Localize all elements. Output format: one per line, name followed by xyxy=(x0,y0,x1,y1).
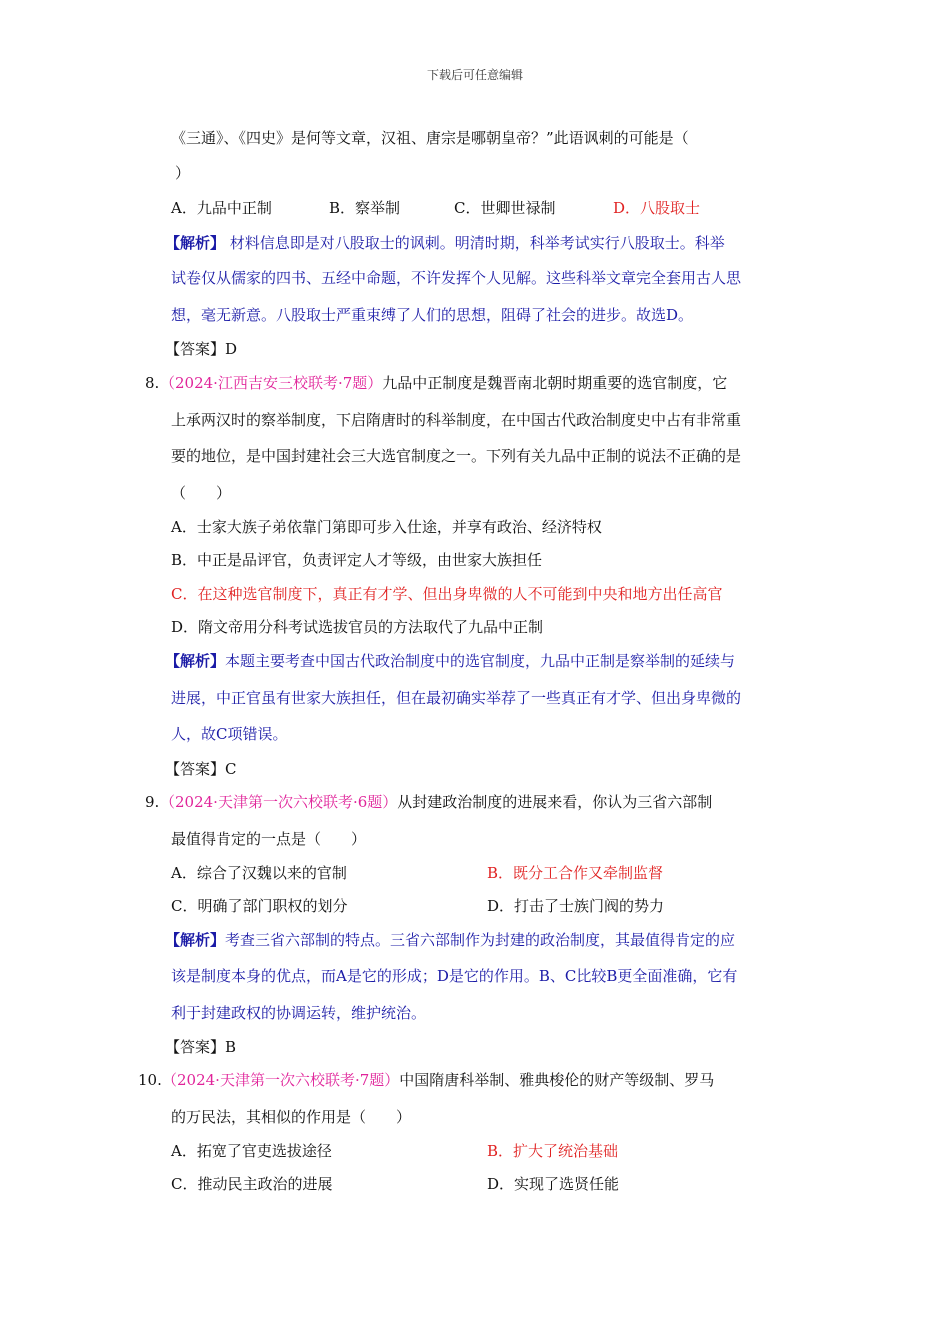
q8-stem-line3: 要的地位，是中国封建社会三大选官制度之一。下列有关九品中正制的说法不正确的是 xyxy=(171,447,742,465)
q8-answer: 【答案】C xyxy=(165,760,237,778)
q8-option-d: D．隋文帝用分科考试选拔官员的方法取代了九品中正制 xyxy=(171,618,544,636)
q8-explanation-tag: 【解析】 xyxy=(165,652,226,670)
q9-number: 9. xyxy=(145,793,160,811)
q7-explanation-line3: 想，毫无新意。八股取士严重束缚了人们的思想，阻碍了社会的进步。故选D。 xyxy=(171,306,694,324)
q7-option-a: A．九品中正制 xyxy=(171,199,272,217)
q8-explanation-line3: 人，故C项错误。 xyxy=(171,725,288,743)
q9-explanation-line3: 利于封建政权的协调运转，维护统治。 xyxy=(171,1004,427,1022)
q9-explanation-tag: 【解析】 xyxy=(165,931,226,949)
q10-option-b-correct: B．扩大了统治基础 xyxy=(487,1142,619,1160)
q8-explanation-line1: 【解析】本题主要考查中国古代政治制度中的选官制度，九品中正制是察举制的延续与 xyxy=(165,652,736,670)
q9-stem-line2: 最值得肯定的一点是（ ） xyxy=(171,830,367,848)
q10-stem-line1: （2024·天津第一次六校联考·7题）中国隋唐科举制、雅典梭伦的财产等级制、罗马 xyxy=(162,1071,715,1089)
q9-option-d: D．打击了士族门阀的势力 xyxy=(487,897,665,915)
q7-stem-line2: ） xyxy=(175,164,191,182)
q7-stem-line1: 《三通》、《四史》是何等文章，汉祖、唐宗是哪朝皇帝？”此语讽刺的可能是（ xyxy=(171,129,689,147)
q9-option-a: A．综合了汉魏以来的官制 xyxy=(171,864,347,882)
q7-explanation-line2: 试卷仅从儒家的四书、五经中命题，不许发挥个人见解。这些科举文章完全套用古人思 xyxy=(171,269,742,287)
q9-stem-line1: （2024·天津第一次六校联考·6题）从封建政治制度的进展来看，你认为三省六部制 xyxy=(160,793,713,811)
page-header: 下载后可任意编辑 xyxy=(426,68,523,82)
q8-source: （2024·江西吉安三校联考·7题） xyxy=(160,374,383,392)
q10-option-c: C．推动民主政治的进展 xyxy=(171,1175,333,1193)
q7-option-d-correct: D．八股取士 xyxy=(613,199,701,217)
q7-explanation-tag: 【解析】 xyxy=(165,234,226,252)
q10-source: （2024·天津第一次六校联考·7题） xyxy=(162,1071,400,1089)
q7-option-b: B．察举制 xyxy=(329,199,401,217)
q7-answer: 【答案】D xyxy=(165,340,238,358)
q8-stem-line4: （ ） xyxy=(171,484,232,502)
q10-option-a: A．拓宽了官吏选拔途径 xyxy=(171,1142,332,1160)
q7-explanation-line1: 【解析】 材料信息即是对八股取士的讽刺。明清时期，科举考试实行八股取士。科举 xyxy=(165,234,725,252)
q8-option-c-correct: C．在这种选官制度下，真正有才学、但出身卑微的人不可能到中央和地方出任高官 xyxy=(171,585,723,603)
q9-explanation-line2: 该是制度本身的优点，而A是它的形成；D是它的作用。B、C比较B更全面准确，它有 xyxy=(171,967,738,985)
q9-option-c: C．明确了部门职权的划分 xyxy=(171,897,348,915)
q8-option-b: B．中正是品评官，负责评定人才等级，由世家大族担任 xyxy=(171,551,543,569)
q10-option-d: D．实现了选贤任能 xyxy=(487,1175,620,1193)
q7-option-c: C．世卿世禄制 xyxy=(454,199,556,217)
q9-source: （2024·天津第一次六校联考·6题） xyxy=(160,793,398,811)
q8-stem-line1: （2024·江西吉安三校联考·7题）九品中正制度是魏晋南北朝时期重要的选官制度，它 xyxy=(160,374,728,392)
q8-option-a: A．士家大族子弟依靠门第即可步入仕途，并享有政治、经济特权 xyxy=(171,518,602,536)
q9-explanation-line1: 【解析】考查三省六部制的特点。三省六部制作为封建的政治制度，其最值得肯定的应 xyxy=(165,931,736,949)
q8-number: 8. xyxy=(145,374,160,392)
q9-answer: 【答案】B xyxy=(165,1038,237,1056)
q10-number: 10. xyxy=(138,1071,162,1089)
q10-stem-line2: 的万民法，其相似的作用是（ ） xyxy=(171,1108,412,1126)
q8-stem-line2: 上承两汉时的察举制度，下启隋唐时的科举制度，在中国古代政治制度史中占有非常重 xyxy=(171,411,742,429)
q9-option-b-correct: B．既分工合作又牵制监督 xyxy=(487,864,664,882)
q8-explanation-line2: 进展，中正官虽有世家大族担任，但在最初确实举荐了一些真正有才学、但出身卑微的 xyxy=(171,689,742,707)
